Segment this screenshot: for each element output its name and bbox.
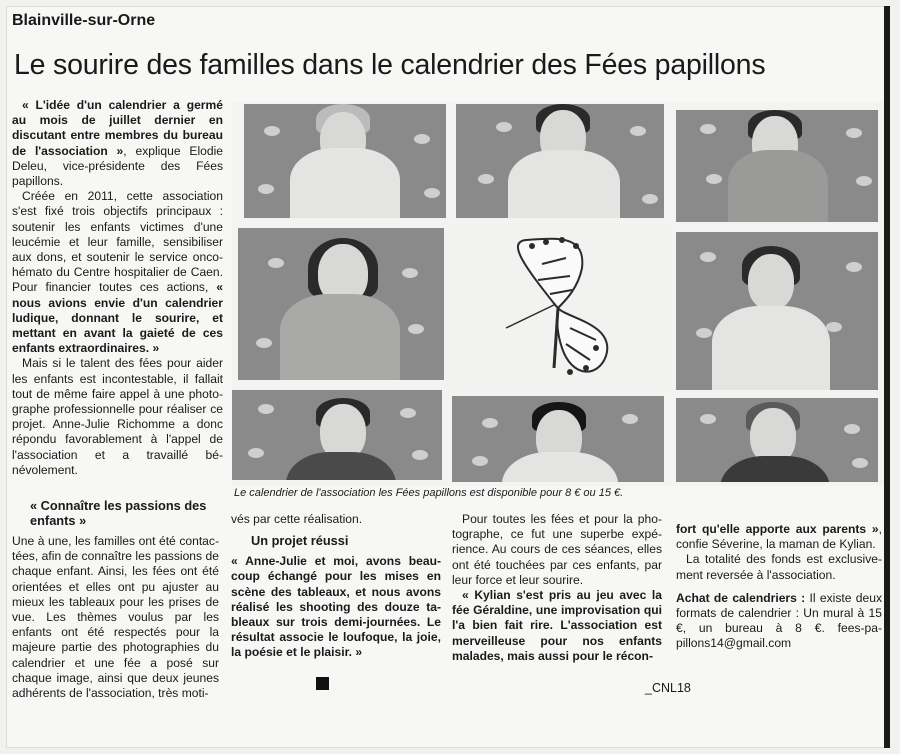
intro-quote: « L'idée d'un calendrier a germé au mois de juillet dernier en discutant entre membres du bureau de l'association » — [12, 98, 223, 158]
article-column-2 — [231, 512, 441, 661]
photo-fairy-bottom-right — [676, 398, 878, 482]
quote-ending: fort qu'elle apporte aux parents » — [676, 522, 879, 536]
paragraph-funds: La totalité des fonds est exclusivement reversée à l'association. — [676, 552, 882, 582]
page-code: _CNL18 — [645, 681, 691, 695]
butterfly-icon — [446, 228, 668, 388]
photo-fairy-top-center — [456, 104, 664, 218]
purchase-info: Il existe deux formats de calendrier : Un mural à 15 €, un bureau à 8 €. fees-papillons14@gmail.com — [676, 590, 882, 651]
article-column-1-bottom — [12, 492, 219, 701]
location-kicker: Blainville-sur-Orne — [12, 12, 156, 29]
photo-fairy-top-left — [244, 104, 446, 218]
quote-attribution: , confie Séverine, la maman de Kylian. — [676, 522, 882, 552]
paragraph-continuation: vés par cette réalisation. — [231, 512, 363, 526]
photo-fairy-middle-right — [676, 232, 878, 390]
paragraph-photographer: Mais si le talent des fées pour aider les enfants est incontestable, il fallait tout de même faire appel à une photographe professionnelle pour réaliser ce projet. Anne-Julie Richomme a donc répondu favorablement à l'appel de l'association et a travaillé bénévolement. — [12, 356, 223, 477]
quote-anne-julie: « Anne-Julie et moi, avons beaucoup échangé pour les mises en scène des tableaux, et nous avons réalisé les shooting des douze tableaux sur trois demi-journées. Le résultat associe le loufoque, la joie, la poésie et le plaisir. » — [231, 554, 441, 660]
photo-fairy-middle-left — [238, 228, 444, 380]
butterfly-illustration — [446, 228, 668, 388]
article-column-1-top — [12, 98, 223, 478]
photo-fairy-bottom-left — [232, 390, 442, 480]
article-headline: Le sourire des familles dans le calendrier des Fées papillons — [14, 49, 766, 81]
purchase-label: Achat de calendriers : — [676, 590, 806, 605]
article-column-4 — [676, 522, 882, 652]
photo-fairy-top-right — [676, 110, 878, 222]
quote-kylian: « Kylian s'est pris au jeu avec la fée Géraldine, une improvisation qui l'a bien fait rire. L'association est merveilleuse pour nos enfants malades, mais aussi pour le récon- — [452, 588, 662, 663]
paragraph-objectives: Créée en 2011, cette association s'est fixé trois objectifs principaux : soutenir les enfants victimes d'une leucémie et leur famille, sensibiliser aux dons, et soutenir le service onco-hémato du Centre hospitalier de Caen. Pour financier toutes ces actions, — [12, 189, 223, 295]
paragraph-families: Une à une, les familles ont été contactées, afin de connaître les passions de chaque enfant. Ainsi, les fées ont été orientées et elles ont pu ajuster au mieux les tableaux pour les prises de vue. Les thèmes voulus par les enfants ont été respectés pour la majeure partie des photographies du calendrier et une fée a posé sur chaque image, ainsi que deux jeunes adhérents de l'association, très moti- — [12, 534, 219, 701]
article-column-3 — [452, 512, 662, 664]
subhead-passions: « Connaître les passions des enfants » — [30, 498, 207, 528]
page-edge-shadow — [884, 6, 890, 748]
subhead-project: Un projet réussi — [251, 533, 349, 549]
photo-caption: Le calendrier de l'association les Fées papillons est disponible pour 8 € ou 15 €. — [234, 487, 624, 499]
end-of-article-square — [316, 677, 329, 690]
intro-attribution: , explique Elodie Deleu, vice-présidente des Fées papillons. — [12, 143, 223, 189]
paragraph-experience: Pour toutes les fées et pour la photographe, ce fut une superbe expérience. Au cours de ces séances, elles ont été touchées par ces enfants, par leur force et leur sourire. — [452, 512, 662, 587]
quote-calendar-idea: « nous avions envie d'un calendrier ludique, donnant le sourire, et mettant en avant la gaieté de ces enfants extraordinaires. » — [12, 280, 223, 356]
photo-kylian — [452, 396, 664, 482]
